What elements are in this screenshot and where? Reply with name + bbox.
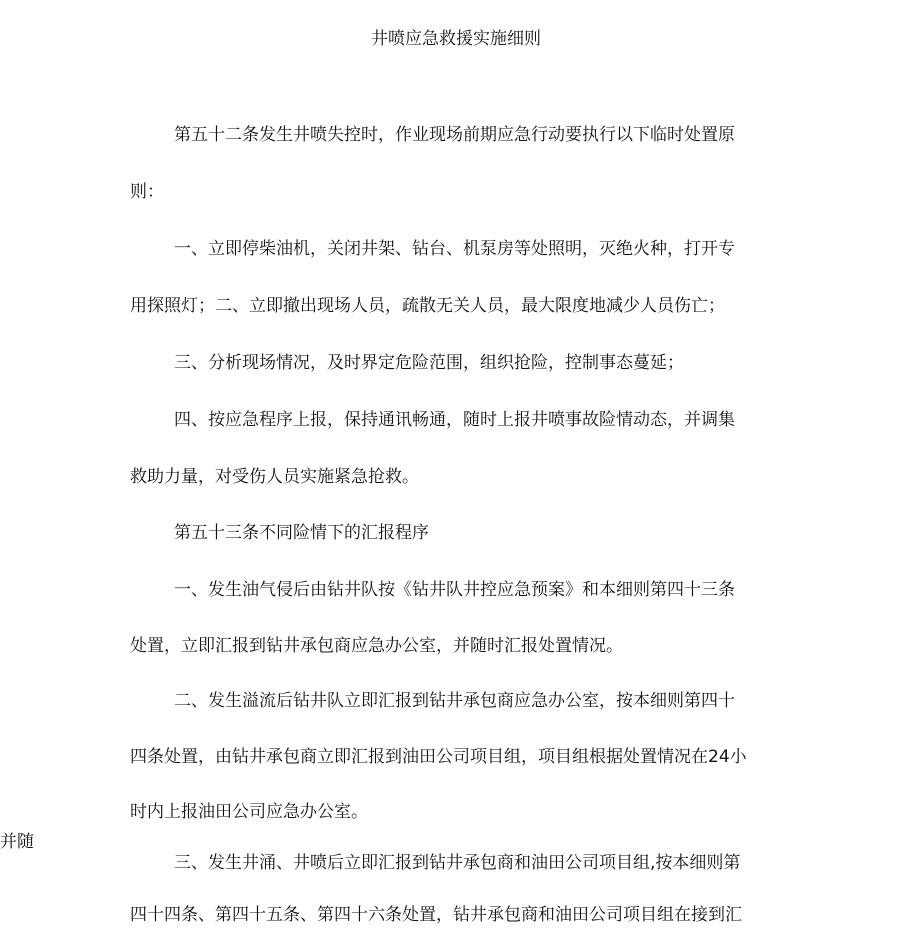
paragraph-line: 四十四条、第四十五条、第四十六条处置，钻井承包商和油田公司项目组在接到汇 bbox=[130, 905, 742, 925]
section-heading: 第五十三条不同险情下的汇报程序 bbox=[174, 523, 429, 543]
paragraph-line: 处置，立即汇报到钻井承包商应急办公室，并随时汇报处置情况。 bbox=[130, 636, 623, 656]
paragraph-line: 时内上报油田公司应急办公室。 bbox=[130, 802, 368, 822]
margin-note: 并随 bbox=[0, 832, 34, 852]
document-title: 井喷应急救援实施细则 bbox=[371, 29, 541, 49]
paragraph-line: 三、分析现场情况，及时界定危险范围，组织抢险，控制事态蔓延； bbox=[174, 353, 684, 373]
paragraph-line: 一、发生油气侵后由钻井队按《钻井队井控应急预案》和本细则第四十三条 bbox=[174, 580, 735, 600]
paragraph-line: 一、立即停柴油机，关闭井架、钻台、机泵房等处照明，灭绝火种，打开专 bbox=[174, 239, 735, 259]
paragraph-line: 则： bbox=[130, 182, 164, 202]
paragraph-line: 二、发生溢流后钻井队立即汇报到钻井承包商应急办公室，按本细则第四十 bbox=[174, 691, 735, 711]
paragraph-line: 四、按应急程序上报，保持通讯畅通，随时上报井喷事故险情动态，并调集 bbox=[174, 410, 735, 430]
paragraph-line: 用探照灯；二、立即撤出现场人员，疏散无关人员，最大限度地减少人员伤亡； bbox=[130, 296, 725, 316]
paragraph-line: 救助力量，对受伤人员实施紧急抢救。 bbox=[130, 467, 419, 487]
paragraph-line: 三、发生井涌、井喷后立即汇报到钻井承包商和油田公司项目组,按本细则第 bbox=[174, 853, 741, 873]
paragraph-line: 四条处置，由钻井承包商立即汇报到油田公司项目组，项目组根据处置情况在24小 bbox=[130, 747, 747, 767]
paragraph-line: 第五十二条发生井喷失控时，作业现场前期应急行动要执行以下临时处置原 bbox=[174, 125, 735, 145]
